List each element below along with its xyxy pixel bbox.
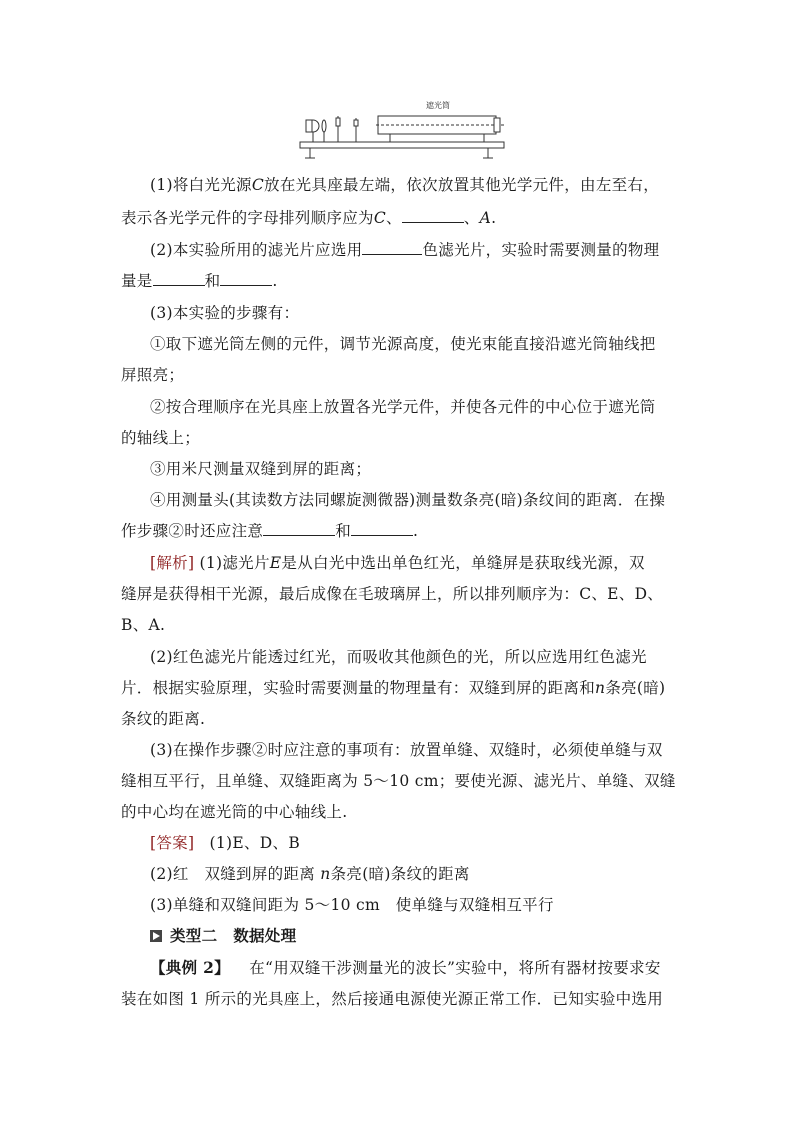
answer-tag: [答案] [150, 834, 195, 852]
question-2-line-1: (2)本实验所用的滤光片应选用 色滤光片，实验时需要测量的物理 [150, 241, 660, 259]
section-heading: 类型二 数据处理 [150, 926, 710, 946]
question-1-line-2: 表示各光学元件的字母排列顺序应为C、 、A. [121, 209, 497, 227]
analysis-line-5: 片．根据实验原理，实验时需要测量的物理量有：双缝到屏的距离和n条亮(暗) [121, 679, 666, 697]
example-line-1: 【典例 2】 在“用双缝干涉测量光的波长”实验中，将所有器材按要求安 [150, 958, 661, 977]
example-line-2: 装在如图 1 所示的光具座上，然后接通电源使光源正常工作．已知实验中选用 [121, 990, 664, 1008]
answer-blank[interactable] [220, 271, 272, 286]
analysis-line-4: (2)红色滤光片能透过红光，而吸收其他颜色的光，所以应选用红色滤光 [150, 648, 647, 666]
answer-blank[interactable] [362, 240, 422, 255]
step-1-line-2: 屏照亮； [121, 366, 185, 384]
optical-bench-figure [298, 96, 508, 166]
step-4-line-1: ④用测量头(其读数方法同螺旋测微器)测量数条亮(暗)条纹间的距离．在操 [150, 491, 666, 509]
analysis-line-7: (3)在操作步骤②时应注意的事项有：放置单缝、双缝时，必须使单缝与双 [150, 741, 663, 759]
step-1-line-1: ①取下遮光筒左侧的元件，调节光源高度，使光束能直接沿遮光筒轴线把 [150, 335, 656, 353]
question-1-line-1: (1)将白光光源C放在光具座最左端，依次放置其他光学元件，由左至右， [150, 176, 660, 194]
step-2-line-1: ②按合理顺序在光具座上放置各光学元件，并使各元件的中心位于遮光筒 [150, 398, 656, 416]
question-2-line-2: 量是 和 . [121, 272, 278, 290]
figure-caption: 遮光筒 [426, 101, 450, 110]
analysis-line-8: 缝相互平行，且单缝、双缝距离为 5～10 cm；要使光源、滤光片、单缝、双缝 [121, 772, 676, 790]
question-3-intro: (3)本实验的步骤有： [150, 304, 300, 322]
analysis-line-3: B、A. [121, 616, 166, 634]
analysis-line-9: 的中心均在遮光筒的中心轴线上. [121, 803, 348, 821]
step-2-line-2: 的轴线上； [121, 429, 201, 447]
answer-line-3: (3)单缝和双缝间距为 5～10 cm 使单缝与双缝相互平行 [150, 896, 554, 914]
step-3: ③用米尺测量双缝到屏的距离； [150, 460, 372, 478]
answer-blank[interactable] [263, 521, 335, 536]
play-triangle-icon [150, 930, 162, 942]
analysis-tag: [解析] [150, 554, 195, 572]
analysis-line-6: 条纹的距离. [121, 710, 206, 728]
analysis-line-2: 缝屏是获得相干光源，最后成像在毛玻璃屏上，所以排列顺序为：C、E、D、 [121, 585, 664, 603]
answer-blank[interactable] [153, 271, 205, 286]
analysis-line-1: [解析] (1)滤光片E是从白光中选出单色红光，单缝屏是获取线光源，双 [150, 554, 645, 572]
answer-blank[interactable] [351, 521, 413, 536]
answer-line-2: (2)红 双缝到屏的距离 n条亮(暗)条纹的距离 [150, 865, 470, 883]
example-tag: 【典例 2】 [150, 958, 230, 977]
answer-line-1: [答案] (1)E、D、B [150, 834, 301, 852]
step-4-line-2: 作步骤②时还应注意 和 . [121, 522, 419, 540]
answer-blank[interactable] [402, 208, 464, 223]
